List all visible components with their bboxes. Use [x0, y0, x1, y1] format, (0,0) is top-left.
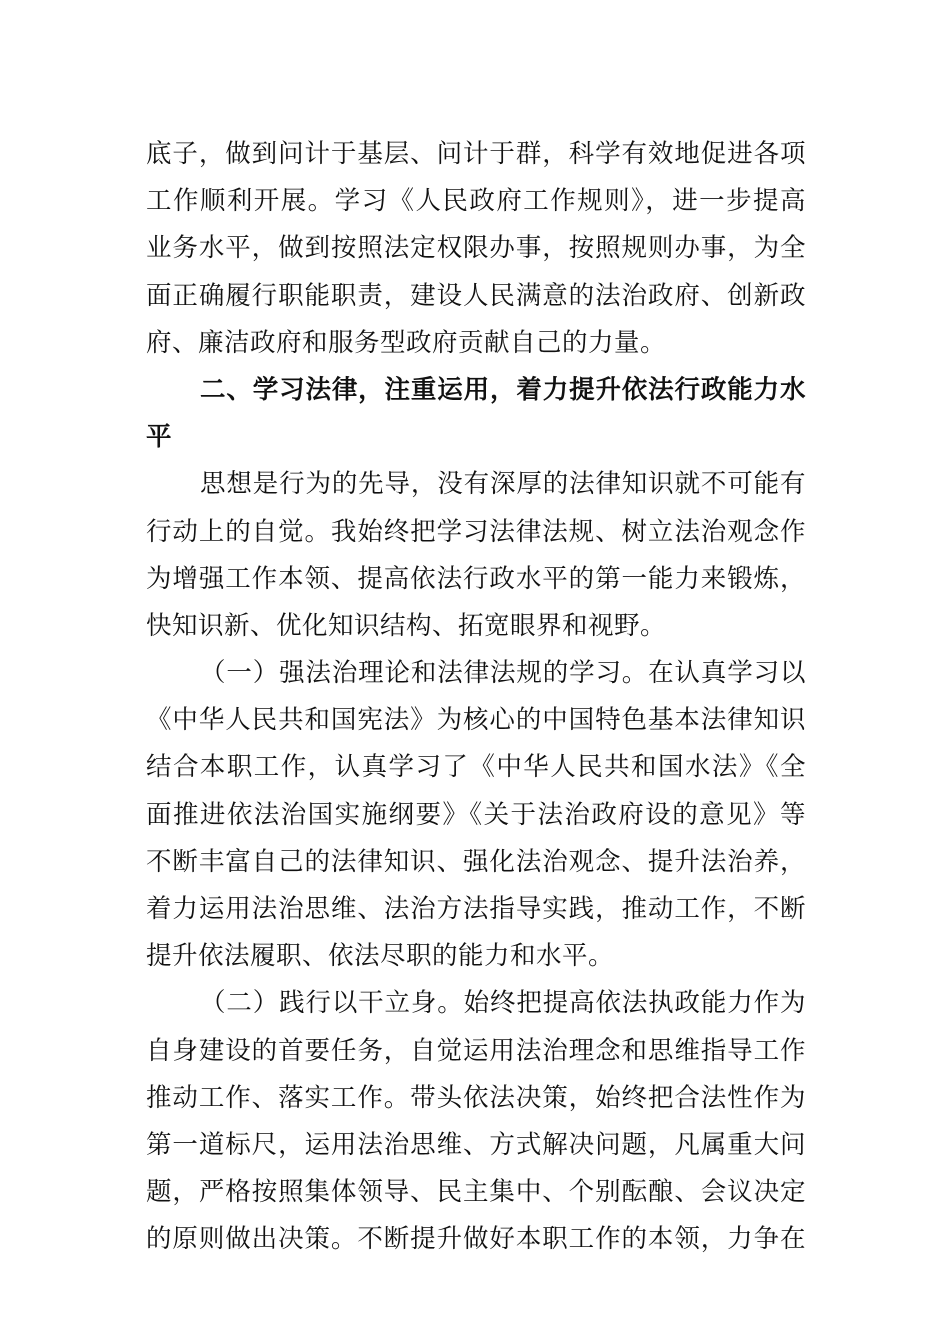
- heading-line: 平: [146, 422, 173, 453]
- text-line: 结合本职工作，认真学习了《中华人民共和国水法》《全: [146, 752, 806, 783]
- text-line: （一）强法治理论和法律法规的学习。在认真学习以: [200, 658, 806, 689]
- text-line: 不断丰富自己的法律知识、强化法治观念、提升法治养，: [146, 846, 806, 877]
- paragraph-continuation: [146, 131, 806, 367]
- text-line: 面推进依法治国实施纲要》《关于法治政府设的意见》等: [146, 799, 806, 830]
- text-line: 快知识新、优化知识结构、拓宽眼界和视野。: [146, 610, 667, 641]
- text-line: 提升依法履职、依法尽职的能力和水平。: [146, 941, 615, 972]
- document-page: [146, 131, 806, 1264]
- text-line: 思想是行为的先导，没有深厚的法律知识就不可能有: [200, 469, 806, 500]
- text-line: 的原则做出决策。不断提升做好本职工作的本领，力争在: [146, 1224, 806, 1255]
- text-line: 底子，做到问计于基层、问计于群，科学有效地促进各项: [146, 139, 806, 169]
- paragraph-item-one: [146, 650, 806, 980]
- text-line: 题，严格按照集体领导、民主集中、个别酝酿、会议决定: [146, 1177, 806, 1208]
- text-line: 行动上的自觉。我始终把学习法律法规、树立法治观念作: [146, 516, 806, 547]
- text-line: 《中华人民共和国宪法》为核心的中国特色基本法律知识: [146, 705, 806, 736]
- text-line: 着力运用法治思维、法治方法指导实践，推动工作，不断: [146, 894, 806, 924]
- heading-line: 二、学习法律，注重运用，着力提升依法行政能力水: [200, 374, 806, 405]
- paragraph-thought: [146, 461, 806, 650]
- text-line: 第一道标尺，运用法治思维、方式解决问题，凡属重大问: [146, 1129, 806, 1160]
- text-line: 业务水平，做到按照法定权限办事，按照规则办事，为全: [146, 233, 806, 264]
- section-heading: [146, 367, 806, 461]
- text-line: 面正确履行职能职责，建设人民满意的法治政府、创新政: [146, 280, 806, 311]
- text-line: 为增强工作本领、提高依法行政水平的第一能力来锻炼，: [146, 563, 806, 594]
- text-line: 自身建设的首要任务，自觉运用法治理念和思维指导工作: [146, 1035, 806, 1066]
- paragraph-item-two: [146, 980, 806, 1263]
- text-line: 工作顺利开展。学习《人民政府工作规则》，进一步提高: [146, 186, 806, 217]
- text-line: 府、廉洁政府和服务型政府贡献自己的力量。: [146, 327, 667, 358]
- text-line: （二）践行以干立身。始终把提高依法执政能力作为: [200, 988, 806, 1019]
- text-line: 推动工作、落实工作。带头依法决策，始终把合法性作为: [146, 1082, 806, 1113]
